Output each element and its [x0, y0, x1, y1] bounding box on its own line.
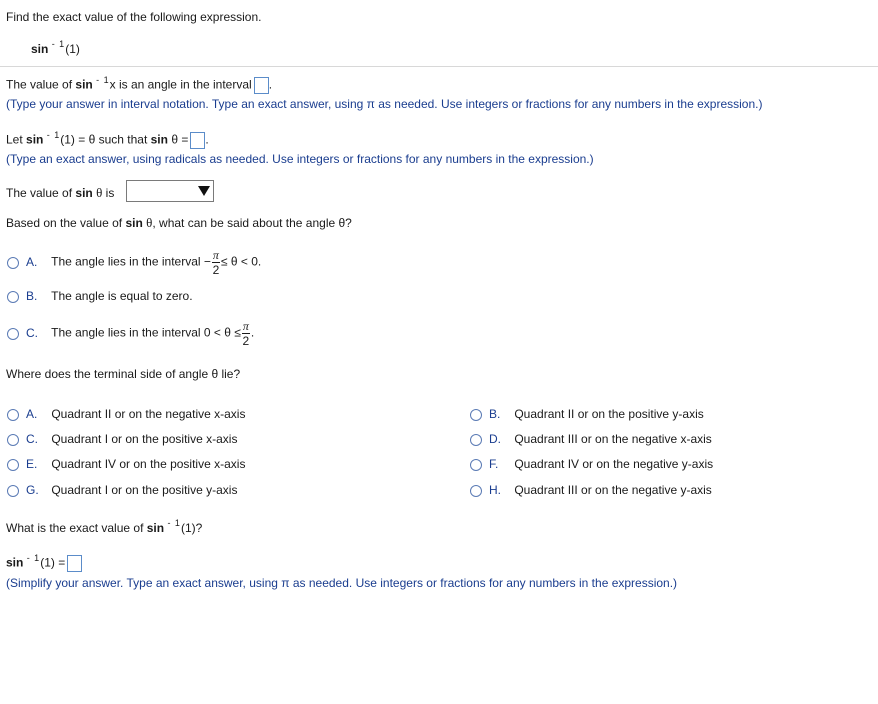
option-letter: F.: [489, 457, 499, 471]
dropdown-arrow-icon[interactable]: [198, 186, 210, 196]
q2-option-e[interactable]: [7, 457, 245, 471]
option-post: ≤ θ < 0.: [220, 254, 262, 269]
option-text: Quadrant IV or on the negative y-axis: [514, 457, 714, 471]
option-letter: C.: [26, 432, 38, 446]
final-question: [6, 518, 203, 535]
final-ans-func: sin: [6, 555, 24, 570]
step2-arg: (1) = θ such that: [60, 132, 148, 147]
radio-c[interactable]: [7, 434, 19, 446]
option-text: The angle lies in the interval: [51, 254, 201, 269]
final-ans-sup: - 1: [26, 552, 41, 563]
step2-end: .: [205, 132, 209, 147]
step2-func: sin: [26, 132, 44, 147]
q2-option-g[interactable]: [7, 483, 237, 497]
radio-f[interactable]: [470, 459, 482, 471]
option-text: Quadrant II or on the positive y-axis: [514, 407, 704, 421]
step1-func: sin: [75, 77, 93, 92]
radio-g[interactable]: [7, 485, 19, 497]
radio-d[interactable]: [470, 434, 482, 446]
step1-sup: - 1: [96, 74, 110, 85]
option-letter: B.: [489, 407, 501, 421]
q1-question: [6, 215, 352, 231]
step3-line: [6, 185, 114, 201]
final-func: sin: [146, 521, 165, 535]
sin-theta-answer-box[interactable]: [190, 132, 205, 149]
step3-suffix: is: [105, 186, 115, 200]
radio-a[interactable]: [7, 409, 19, 421]
step1-note: (Type your answer in interval notation. Type an exact answer, using π as needed. Use integers or fractions for any numbers in the expression.): [6, 97, 763, 111]
step1-prefix: The value of: [6, 77, 73, 92]
q1-option-a[interactable]: [7, 249, 261, 276]
q2-option-c[interactable]: [7, 432, 237, 446]
option-text: Quadrant III or on the negative x-axis: [514, 432, 712, 446]
step2-func2: sin: [150, 132, 168, 147]
step3-theta: θ: [96, 185, 103, 200]
q1-option-b[interactable]: [7, 289, 193, 303]
option-post: .: [250, 325, 255, 340]
option-text: The angle is equal to zero.: [51, 289, 193, 303]
final-answer-box[interactable]: [67, 555, 82, 572]
radio-h[interactable]: [470, 485, 482, 497]
q1-prefix: Based on the value of: [6, 216, 123, 230]
option-pre: 0 < θ ≤: [203, 325, 241, 340]
step2-theta: θ =: [171, 132, 189, 147]
step2-prefix: Let: [6, 132, 23, 147]
final-sup: - 1: [167, 518, 181, 528]
expr-func: sin: [31, 42, 49, 56]
pi-over-2-fraction: $\frac{\pi}{2}$: [212, 248, 220, 277]
pi-over-2-fraction: $\frac{\pi}{2}$: [242, 319, 250, 348]
option-letter: G.: [26, 483, 39, 497]
instruction-text: Find the exact value of the following expression.: [6, 10, 262, 24]
final-ans-arg: (1) =: [40, 555, 66, 570]
option-letter: B.: [26, 289, 38, 303]
option-text: Quadrant I or on the positive x-axis: [51, 432, 238, 446]
step1-suffix: is an angle in the interval: [118, 77, 252, 92]
step3-func: sin: [75, 186, 93, 200]
sign-dropdown[interactable]: [126, 180, 214, 202]
option-text: Quadrant III or on the negative y-axis: [514, 483, 712, 497]
final-note: (Simplify your answer. Type an exact answer, using π as needed. Use integers or fractions for any numbers in the expression.): [6, 576, 678, 590]
q1-theta: θ: [146, 215, 153, 230]
q2-option-d[interactable]: [470, 432, 712, 446]
expr-sup: - 1: [51, 39, 66, 49]
option-text: Quadrant II or on the negative x-axis: [51, 407, 246, 421]
option-letter: A.: [26, 254, 38, 269]
radio-a[interactable]: [7, 257, 19, 269]
option-letter: A.: [26, 407, 38, 421]
expression: [31, 39, 80, 56]
final-answer-line: [6, 552, 82, 572]
final-arg: (1)?: [180, 521, 203, 535]
q2-option-a[interactable]: [7, 407, 245, 421]
q2-question: Where does the terminal side of angle θ lie?: [6, 367, 241, 381]
interval-answer-box[interactable]: [254, 77, 269, 94]
step2-note: (Type an exact answer, using radicals as needed. Use integers or fractions for any numbers in the expression.): [6, 152, 594, 166]
section-divider: [0, 66, 878, 67]
radio-b[interactable]: [470, 409, 482, 421]
option-pre: −: [203, 254, 211, 269]
q2-option-f[interactable]: [470, 457, 713, 471]
option-letter: H.: [489, 483, 501, 497]
option-text: Quadrant I or on the positive y-axis: [51, 483, 238, 497]
step1-end: .: [268, 77, 273, 92]
final-prefix: What is the exact value of: [6, 521, 144, 535]
step3-prefix: The value of: [6, 186, 73, 200]
radio-c[interactable]: [7, 328, 19, 340]
q1-option-c[interactable]: [7, 320, 254, 347]
option-text: The angle lies in the interval: [51, 325, 201, 340]
step1-var: x: [109, 77, 116, 92]
option-letter: C.: [26, 325, 38, 340]
step1-line: [6, 74, 273, 94]
expr-arg: (1): [65, 42, 80, 56]
q1-suffix: , what can be said about the angle θ?: [152, 216, 352, 230]
option-text: Quadrant IV or on the positive x-axis: [51, 457, 246, 471]
step2-sup: - 1: [46, 129, 61, 140]
option-letter: E.: [26, 457, 38, 471]
q2-option-b[interactable]: [470, 407, 704, 421]
q1-func: sin: [125, 216, 143, 230]
option-letter: D.: [489, 432, 501, 446]
radio-b[interactable]: [7, 291, 19, 303]
radio-e[interactable]: [7, 459, 19, 471]
q2-option-h[interactable]: [470, 483, 712, 497]
step2-line: [6, 129, 209, 149]
